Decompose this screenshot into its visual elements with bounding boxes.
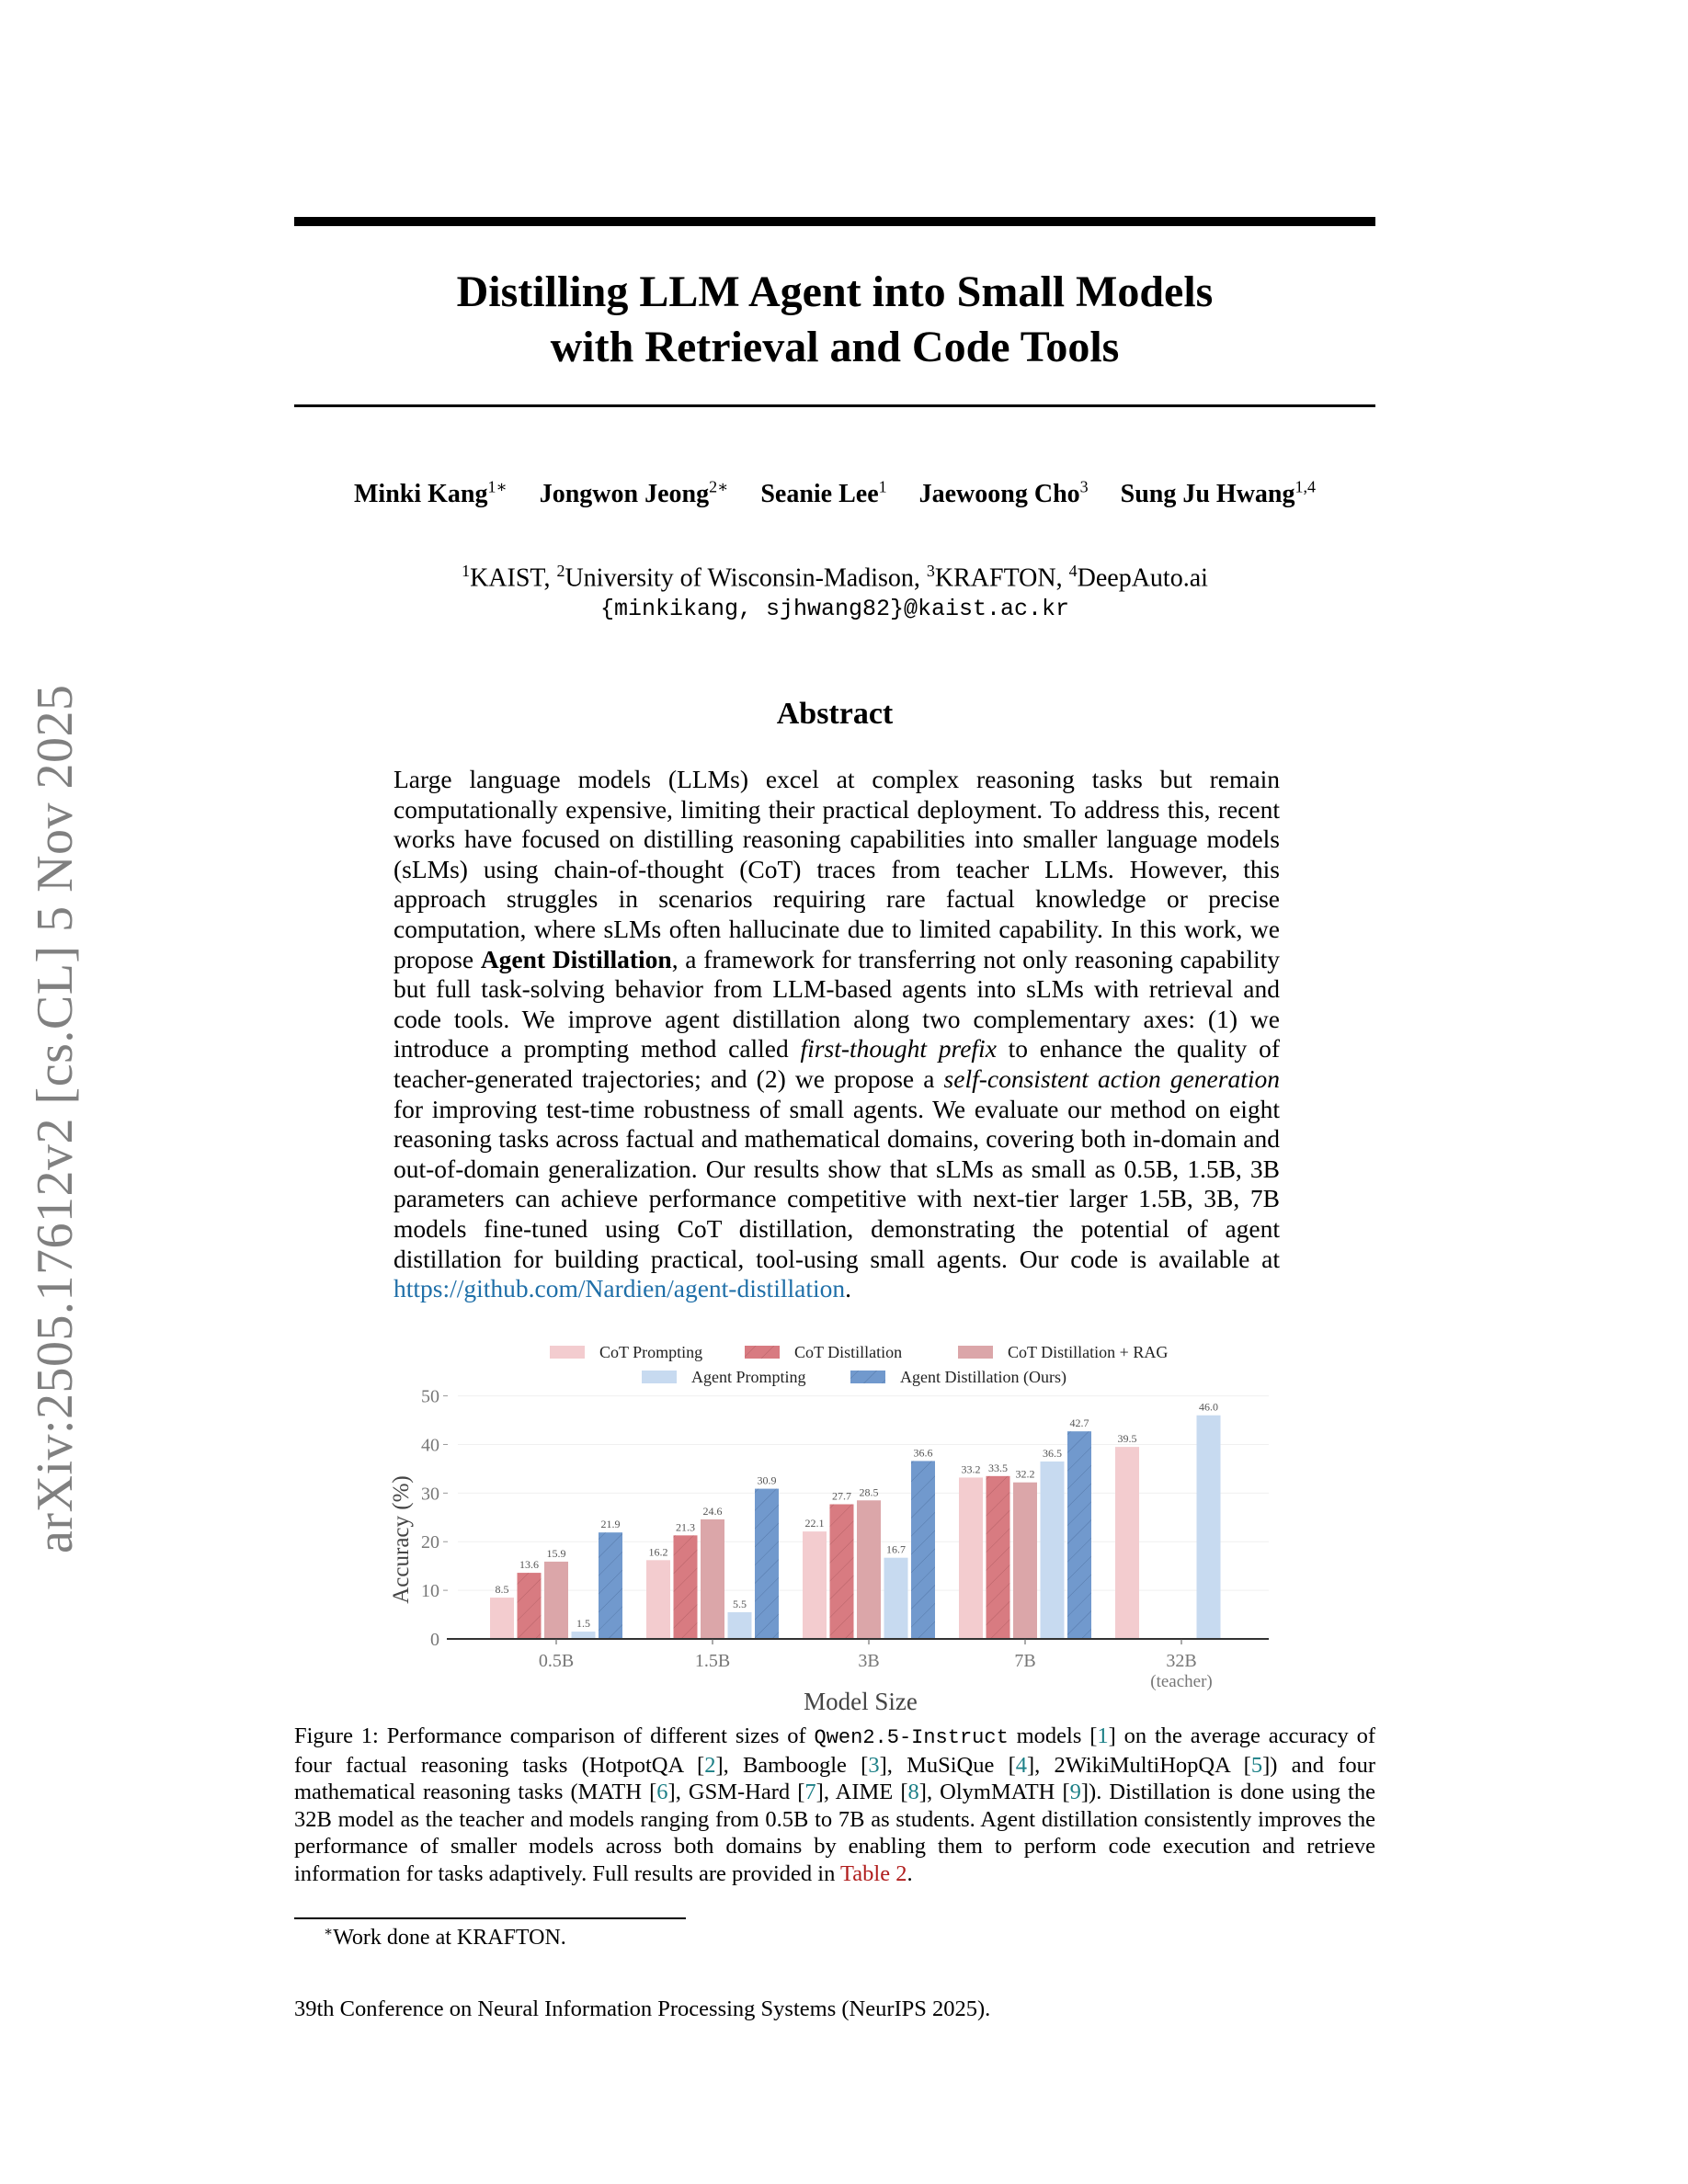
bar <box>646 1560 670 1639</box>
bar <box>1041 1462 1065 1639</box>
bar-group <box>646 1545 670 1639</box>
bar <box>857 1500 881 1639</box>
bar-group <box>884 1543 908 1639</box>
figure-caption: Figure 1: Performance comparison of different sizes of Qwen2.5-Instruct models [1] on the average accuracy of four factual reasoning tasks (HotpotQA [2], Bamboogle [3], MuSiQue [4], 2WikiMultiHopQA [5]) and four mathematical reasoning tasks (MATH [6], GSM-Hard [7], AIME [8], OlymMATH [9]). Distillation is done using the 32B model as the teacher and models ranging from 0.5B to 7B as students. Agent distillation consistently improves the performance of smaller models across both domains by enabling them to perform code execution and retrieve information for tasks adaptively. Full results are provided in Table 2. <box>294 1723 1376 1886</box>
legend-swatch <box>550 1346 585 1359</box>
bar-group <box>599 1518 622 1639</box>
x-axis-label: Model Size <box>804 1688 918 1715</box>
y-tick-label: 40 <box>421 1435 439 1456</box>
code-link[interactable]: https://github.com/Nardien/agent-distillation <box>393 1274 846 1303</box>
bar-group <box>1013 1468 1037 1639</box>
arxiv-stamp: arXiv:2505.17612v2 [cs.CL] 5 Nov 2025 <box>27 684 84 1553</box>
bar-group <box>1197 1401 1221 1639</box>
author: Minki Kang$^{1∗}$ <box>353 478 508 509</box>
bar <box>1197 1416 1221 1639</box>
chart-bars <box>490 1401 1221 1639</box>
legend-item <box>642 1368 806 1386</box>
bar <box>803 1531 827 1639</box>
bar-group <box>674 1520 698 1639</box>
legend-label: CoT Distillation + RAG <box>1008 1343 1169 1361</box>
bar-hatch <box>987 1476 1010 1639</box>
title-bottom-rule <box>294 404 1375 407</box>
legend-item <box>958 1343 1168 1361</box>
affiliation: KAIST, <box>470 563 557 593</box>
bar-value-label: 15.9 <box>546 1546 566 1560</box>
bar-hatch <box>911 1461 935 1639</box>
contact-email: {minkikang, sjhwang82}@kaist.ac.kr <box>599 596 1070 623</box>
y-tick-label: 30 <box>421 1484 439 1505</box>
x-tick-label: 0.5B <box>538 1651 575 1671</box>
footnote-rule <box>294 1917 686 1919</box>
bar-value-label: 21.9 <box>600 1518 621 1531</box>
affiliation: DeepAuto.ai <box>1077 563 1208 593</box>
bar-value-label: 13.6 <box>519 1558 539 1572</box>
bar-value-label: 36.6 <box>913 1446 933 1460</box>
legend-label: CoT Prompting <box>599 1343 703 1361</box>
title-top-rule <box>294 217 1375 226</box>
affiliation: University of Wisconsin-Madison, <box>565 563 927 593</box>
citation-link[interactable]: 1 <box>1097 1723 1109 1748</box>
x-axis <box>447 1639 1269 1691</box>
bar-group <box>803 1517 827 1639</box>
x-tick-label: 3B <box>858 1651 880 1671</box>
venue-note: 39th Conference on Neural Information Processing Systems (NeurIPS 2025). <box>294 1996 991 2021</box>
bar-value-label: 1.5 <box>576 1617 590 1631</box>
x-tick-label: 32B <box>1166 1651 1197 1671</box>
bar <box>1115 1447 1139 1639</box>
bar-value-label: 46.0 <box>1199 1400 1218 1414</box>
bar-group <box>987 1462 1010 1639</box>
bar-value-label: 22.1 <box>804 1517 825 1530</box>
bar <box>959 1477 983 1639</box>
legend-swatch <box>642 1371 677 1383</box>
y-tick-label: 10 <box>421 1581 439 1602</box>
bar-value-label: 42.7 <box>1069 1416 1089 1430</box>
citation-link[interactable]: 2 <box>704 1752 716 1778</box>
footnote: ∗Work done at KRAFTON. <box>324 1925 566 1950</box>
accuracy-bar-chart <box>386 1333 1287 1719</box>
paper-title <box>294 265 1375 375</box>
bar <box>701 1519 724 1639</box>
x-tick-label: 1.5B <box>694 1651 731 1671</box>
bar <box>728 1612 752 1639</box>
affiliation: KRAFTON, <box>934 563 1069 593</box>
bar-value-label: 28.5 <box>859 1485 879 1499</box>
legend-label: Agent Distillation (Ours) <box>900 1368 1066 1386</box>
y-tick-label: 50 <box>421 1386 439 1407</box>
bar-hatch <box>599 1532 622 1639</box>
table-reference-link[interactable]: Table 2 <box>840 1860 907 1886</box>
legend-item <box>550 1343 702 1361</box>
y-tick-label: 0 <box>430 1630 439 1650</box>
bar-group <box>1115 1432 1139 1639</box>
title-line-2: with Retrieval and Code Tools <box>550 323 1120 371</box>
bar-value-label: 30.9 <box>757 1473 777 1487</box>
bar-hatch <box>1067 1431 1091 1639</box>
bar-hatch <box>674 1535 698 1639</box>
bar-value-label: 16.7 <box>886 1542 906 1556</box>
bar-group <box>959 1462 983 1639</box>
bar-group <box>857 1485 881 1639</box>
bar <box>884 1558 908 1639</box>
citation-link[interactable]: 4 <box>1015 1752 1027 1778</box>
legend-item <box>745 1343 902 1361</box>
bar-group <box>544 1547 568 1639</box>
bar-hatch <box>830 1505 854 1639</box>
bar-group <box>490 1583 514 1639</box>
model-name: Qwen2.5-Instruct <box>814 1726 1009 1749</box>
author: Jongwon Jeong$^{2∗}$ <box>539 478 729 509</box>
chart-legend <box>550 1343 1168 1387</box>
bar-group <box>830 1490 854 1639</box>
citation-link[interactable]: 3 <box>868 1752 880 1778</box>
bar <box>1013 1483 1037 1639</box>
x-tick-label: 7B <box>1014 1651 1036 1671</box>
bar-value-label: 8.5 <box>495 1583 509 1597</box>
author: Sung Ju Hwang$^{1,4}$ <box>1120 478 1317 509</box>
bar <box>544 1562 568 1639</box>
y-axis-label: Accuracy (%) <box>389 1475 414 1604</box>
legend-label: Agent Prompting <box>691 1368 806 1386</box>
bar-group <box>728 1598 752 1639</box>
author: Jaewoong Cho$^3$ <box>918 478 1089 509</box>
author-list <box>294 478 1375 509</box>
bar-hatch <box>755 1489 779 1639</box>
bar-value-label: 24.6 <box>702 1504 723 1518</box>
y-axis <box>421 1387 448 1650</box>
legend-swatch-hatch <box>745 1346 780 1359</box>
bar-value-label: 39.5 <box>1117 1432 1137 1446</box>
emphasis-agent-distillation: Agent Distillation <box>480 944 672 973</box>
citation-link[interactable]: 7 <box>804 1780 816 1805</box>
affiliations: $^1$KAIST, $^2$University of Wisconsin-Madison, $^3$KRAFTON, $^4$DeepAuto.ai {minkikang, sjhwang82}@kaist.ac.kr <box>294 555 1375 625</box>
title-line-1: Distilling LLM Agent into Small Models <box>456 267 1214 316</box>
abstract-heading: Abstract <box>776 697 894 731</box>
bar-value-label: 21.3 <box>676 1520 695 1534</box>
bar-value-label: 36.5 <box>1043 1446 1062 1460</box>
bar-value-label: 33.2 <box>961 1462 981 1476</box>
bar-group <box>518 1558 542 1639</box>
bar-group <box>1067 1416 1091 1639</box>
legend-label: CoT Distillation <box>794 1343 903 1361</box>
legend-swatch-hatch <box>850 1371 885 1383</box>
bar-group <box>701 1505 724 1639</box>
bar-value-label: 16.2 <box>648 1545 668 1559</box>
author: Seanie Lee$^1$ <box>760 478 887 509</box>
bar-value-label: 32.2 <box>1015 1467 1035 1481</box>
abstract-body: Large language models (LLMs) excel at complex reasoning tasks but remain computationally expensive, limiting their practical deployment. To address this, recent works have focused on distilling reasoning capabilities into smaller language models (sLMs) using chain-of-thought (CoT) traces from teacher LLMs. However, this approach struggles in scenarios requiring rare factual knowledge or precise computation, where sLMs often hallucinate due to limited capability. In this work, we propose Agent Distillation, a framework for transferring not only reasoning capability but full task-solving behavior from LLM-based agents into sLMs with retrieval and code tools. We improve agent distillation along two complementary axes: (1) we introduce a prompting method called first-thought prefix to enhance the quality of teacher-generated trajectories; and (2) we propose a self-consistent action generation for improving test-time robustness of small agents. We evaluate our method on eight reasoning tasks across factual and mathematical domains, covering both in-domain and out-of-domain generalization. Our results show that sLMs as small as 0.5B, 1.5B, 3B parameters can achieve performance competitive with next-tier larger 1.5B, 3B, 7B models fine-tuned using CoT distillation, demonstrating the potential of agent distillation for building practical, tool-using small agents. Our code is available at https://github.com/Nardien/agent-distillation. <box>393 765 1280 1303</box>
bar-value-label: 27.7 <box>832 1489 851 1503</box>
bar-group <box>1041 1447 1065 1639</box>
bar-hatch <box>518 1573 542 1639</box>
citation-link[interactable]: 9 <box>1069 1780 1081 1805</box>
citation-link[interactable]: 8 <box>907 1780 919 1805</box>
legend-item <box>850 1368 1066 1387</box>
legend-swatch <box>958 1346 993 1359</box>
bar-value-label: 33.5 <box>988 1461 1008 1474</box>
bar <box>490 1598 514 1639</box>
bar-group <box>572 1617 596 1639</box>
bar <box>572 1632 596 1639</box>
x-tick-sublabel: (teacher) <box>1150 1672 1213 1691</box>
bar-value-label: 5.5 <box>733 1597 747 1610</box>
bar-group <box>911 1446 935 1639</box>
bar-group <box>755 1474 779 1639</box>
y-tick-label: 20 <box>421 1532 439 1553</box>
citation-link[interactable]: 6 <box>656 1780 668 1805</box>
citation-link[interactable]: 5 <box>1250 1752 1263 1778</box>
